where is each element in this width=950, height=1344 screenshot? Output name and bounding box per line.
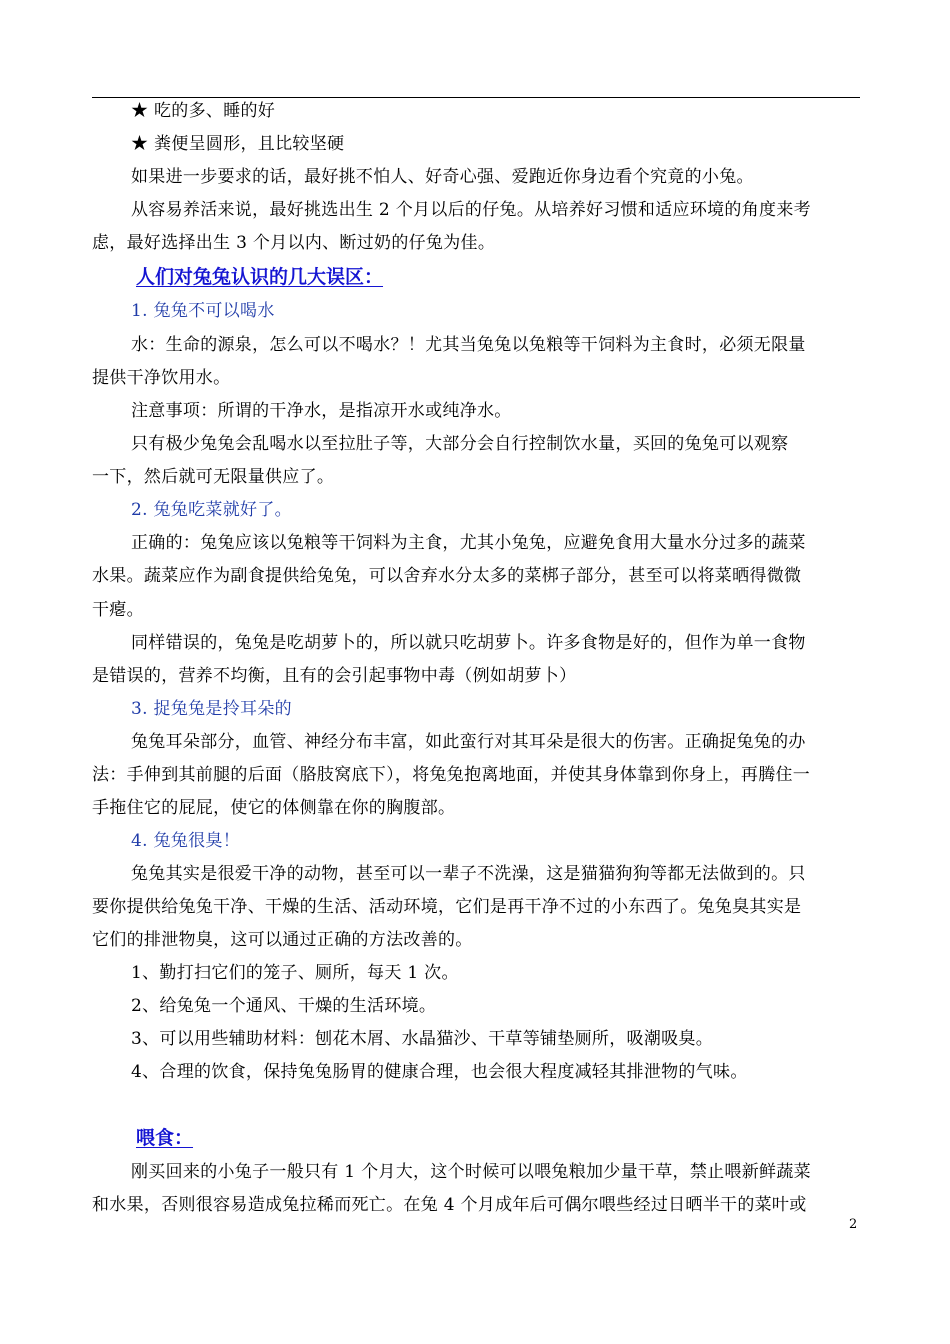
paragraph-line: 正确的：兔兔应该以兔粮等干饲料为主食，尤其小兔兔，应避免食用大量水分过多的蔬菜 — [131, 533, 806, 553]
paragraph-line: 要你提供给兔兔干净、干燥的生活、活动环境，它们是再干净不过的小东西了。兔兔臭其实是 — [92, 897, 802, 917]
paragraph-line: 从容易养活来说，最好挑选出生 2 个月以后的仔兔。从培养好习惯和适应环境的角度来考 — [131, 200, 811, 220]
paragraph-line: 提供干净饮用水。 — [92, 368, 231, 388]
header-rule — [92, 97, 860, 98]
paragraph-line: 兔兔其实是很爱干净的动物，甚至可以一辈子不洗澡，这是猫猫狗狗等都无法做到的。只 — [131, 864, 806, 884]
tip-item-4: 4、合理的饮食，保持兔兔肠胃的健康合理，也会很大程度减轻其排泄物的气味。 — [131, 1062, 748, 1082]
paragraph-line: 它们的排泄物臭，这可以通过正确的方法改善的。 — [92, 930, 473, 950]
list-item-2: 2. 兔兔吃菜就好了。 — [131, 500, 292, 520]
paragraph-line: 法：手伸到其前腿的后面（胳肢窝底下），将兔兔抱离地面，并使其身体靠到你身上，再腾住一 — [92, 765, 811, 785]
paragraph-line: 同样错误的，兔兔是吃胡萝卜的，所以就只吃胡萝卜。许多食物是好的，但作为单一食物 — [131, 633, 806, 653]
section-heading-feeding: 喂食： — [136, 1127, 194, 1149]
section-heading-misconceptions: 人们对兔兔认识的几大误区： — [136, 266, 384, 288]
paragraph-line: 只有极少兔兔会乱喝水以至拉肚子等，大部分会自行控制饮水量，买回的兔兔可以观察 — [131, 434, 789, 454]
paragraph-line: 水：生命的源泉，怎么可以不喝水？！尤其当兔兔以兔粮等干饲料为主食时，必须无限量 — [131, 335, 806, 355]
list-item-3: 3. 捉兔兔是拎耳朵的 — [131, 699, 292, 719]
tip-item-2: 2、给兔兔一个通风、干燥的生活环境。 — [131, 996, 437, 1016]
bullet-feces: ★ 粪便呈圆形，且比较坚硬 — [131, 134, 345, 154]
paragraph-line: 注意事项：所谓的干净水，是指凉开水或纯净水。 — [131, 401, 512, 421]
paragraph-line: 水果。蔬菜应作为副食提供给兔兔，可以舍弃水分太多的菜梆子部分，甚至可以将菜晒得微微 — [92, 566, 802, 586]
list-item-4: 4. 兔兔很臭！ — [131, 831, 241, 851]
tip-item-3: 3、可以用些辅助材料：刨花木屑、水晶猫沙、干草等铺垫厕所，吸潮吸臭。 — [131, 1029, 714, 1049]
paragraph-line: 一下，然后就可无限量供应了。 — [92, 467, 335, 487]
paragraph-line: 刚买回来的小兔子一般只有 1 个月大，这个时候可以喂兔粮加少量干草，禁止喂新鲜蔬菜 — [131, 1162, 811, 1182]
tip-item-1: 1、勤打扫它们的笼子、厕所，每天 1 次。 — [131, 963, 459, 983]
page-number: 2 — [849, 1217, 858, 1232]
bullet-eat-sleep: ★ 吃的多、睡的好 — [131, 101, 276, 121]
paragraph-line: 兔兔耳朵部分，血管、神经分布丰富，如此蛮行对其耳朵是很大的伤害。正确捉兔兔的办 — [131, 732, 806, 752]
list-item-1: 1. 兔兔不可以喝水 — [131, 301, 275, 321]
paragraph-line: 如果进一步要求的话，最好挑不怕人、好奇心强、爱跑近你身边看个究竟的小兔。 — [131, 167, 754, 187]
paragraph-line: 干瘪。 — [92, 600, 144, 620]
paragraph-line: 手拖住它的屁屁，使它的体侧靠在你的胸腹部。 — [92, 798, 456, 818]
paragraph-line: 是错误的，营养不均衡，且有的会引起事物中毒（例如胡萝卜） — [92, 666, 577, 686]
paragraph-line: 和水果，否则很容易造成兔拉稀而死亡。在兔 4 个月成年后可偶尔喂些经过日晒半干的菜叶或 — [92, 1195, 807, 1215]
paragraph-line: 虑，最好选择出生 3 个月以内、断过奶的仔兔为佳。 — [92, 233, 496, 253]
